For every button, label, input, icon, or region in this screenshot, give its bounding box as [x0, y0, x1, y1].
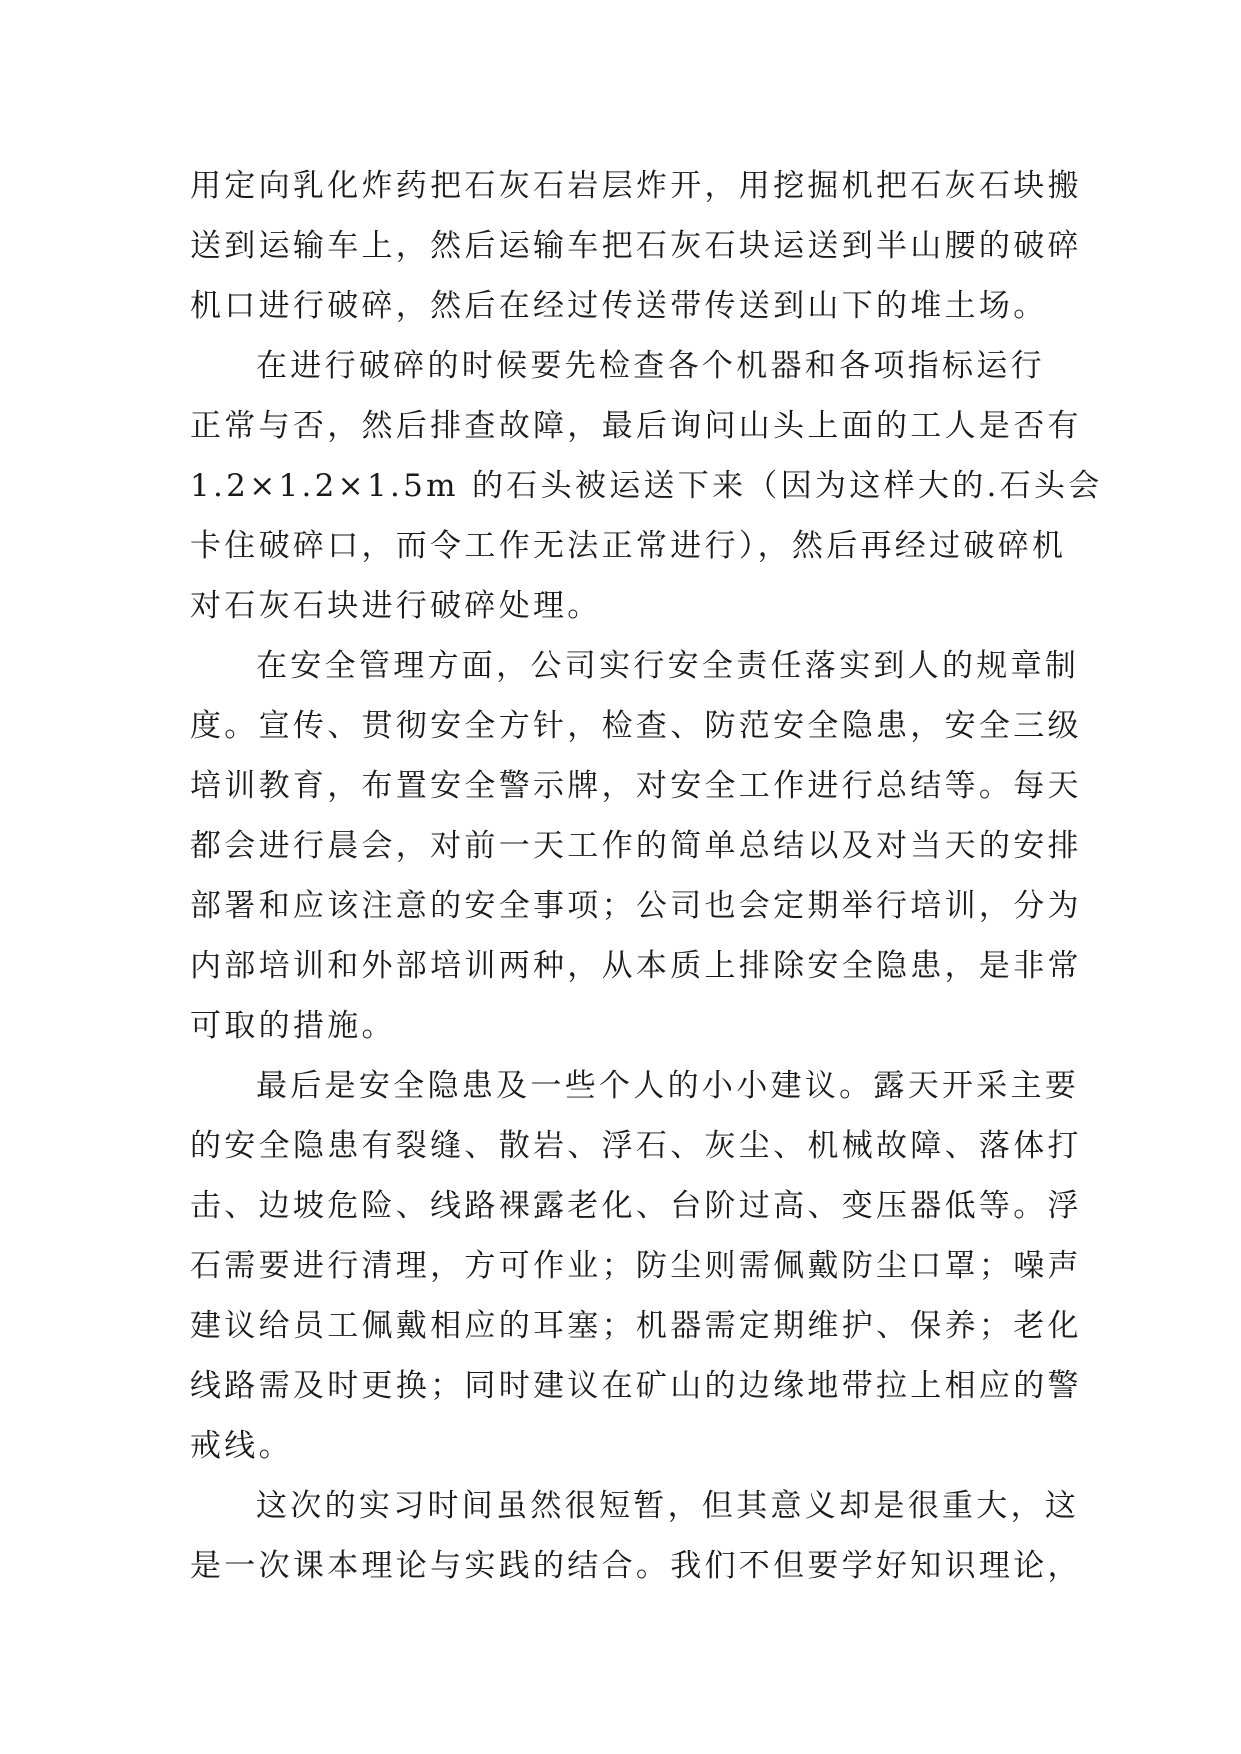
- body-text: [190, 156, 1103, 1596]
- paragraph-first-line: 最后是安全隐患及一些个人的小小建议。露天开采主要: [256, 1068, 1080, 1104]
- text-line: 都会进行晨会，对前一天工作的简单总结以及对当天的安排: [190, 828, 1082, 864]
- text-line: 的安全隐患有裂缝、散岩、浮石、灰尘、机械故障、落体打: [190, 1128, 1082, 1164]
- text-line: 1.2×1.2×1.5m 的石头被运送下来（因为这样大的.石头会: [190, 468, 1103, 504]
- paragraph-first-line: 在安全管理方面，公司实行安全责任落实到人的规章制: [256, 648, 1080, 684]
- text-line: 是一次课本理论与实践的结合。我们不但要学好知识理论，: [190, 1548, 1082, 1584]
- paragraph-first-line: 在进行破碎的时候要先检查各个机器和各项指标运行: [256, 348, 1045, 384]
- text-line: 用定向乳化炸药把石灰石岩层炸开，用挖掘机把石灰石块搬: [190, 168, 1082, 204]
- text-line: 建议给员工佩戴相应的耳塞；机器需定期维护、保养；老化: [190, 1308, 1082, 1344]
- text-line: 机口进行破碎，然后在经过传送带传送到山下的堆土场。: [190, 288, 1048, 324]
- text-line: 可取的措施。: [190, 1008, 396, 1044]
- text-line: 度。宣传、贯彻安全方针，检查、防范安全隐患，安全三级: [190, 708, 1082, 744]
- text-line: 石需要进行清理，方可作业；防尘则需佩戴防尘口罩；噪声: [190, 1248, 1082, 1284]
- text-line: 线路需及时更换；同时建议在矿山的边缘地带拉上相应的警: [190, 1368, 1082, 1404]
- text-line: 送到运输车上，然后运输车把石灰石块运送到半山腰的破碎: [190, 228, 1082, 264]
- text-line: 戒线。: [190, 1428, 293, 1464]
- text-line: 部署和应该注意的安全事项；公司也会定期举行培训，分为: [190, 888, 1082, 924]
- paragraph-first-line: 这次的实习时间虽然很短暂，但其意义却是很重大，这: [256, 1488, 1080, 1524]
- text-line: 对石灰石块进行破碎处理。: [190, 588, 602, 624]
- text-line: 正常与否，然后排查故障，最后询问山头上面的工人是否有: [190, 408, 1082, 444]
- text-line: 培训教育，布置安全警示牌，对安全工作进行总结等。每天: [190, 768, 1082, 804]
- text-line: 卡住破碎口，而令工作无法正常进行），然后再经过破碎机: [190, 528, 1067, 564]
- text-line: 内部培训和外部培训两种，从本质上排除安全隐患，是非常: [190, 948, 1082, 984]
- text-line: 击、边坡危险、线路裸露老化、台阶过高、变压器低等。浮: [190, 1188, 1082, 1224]
